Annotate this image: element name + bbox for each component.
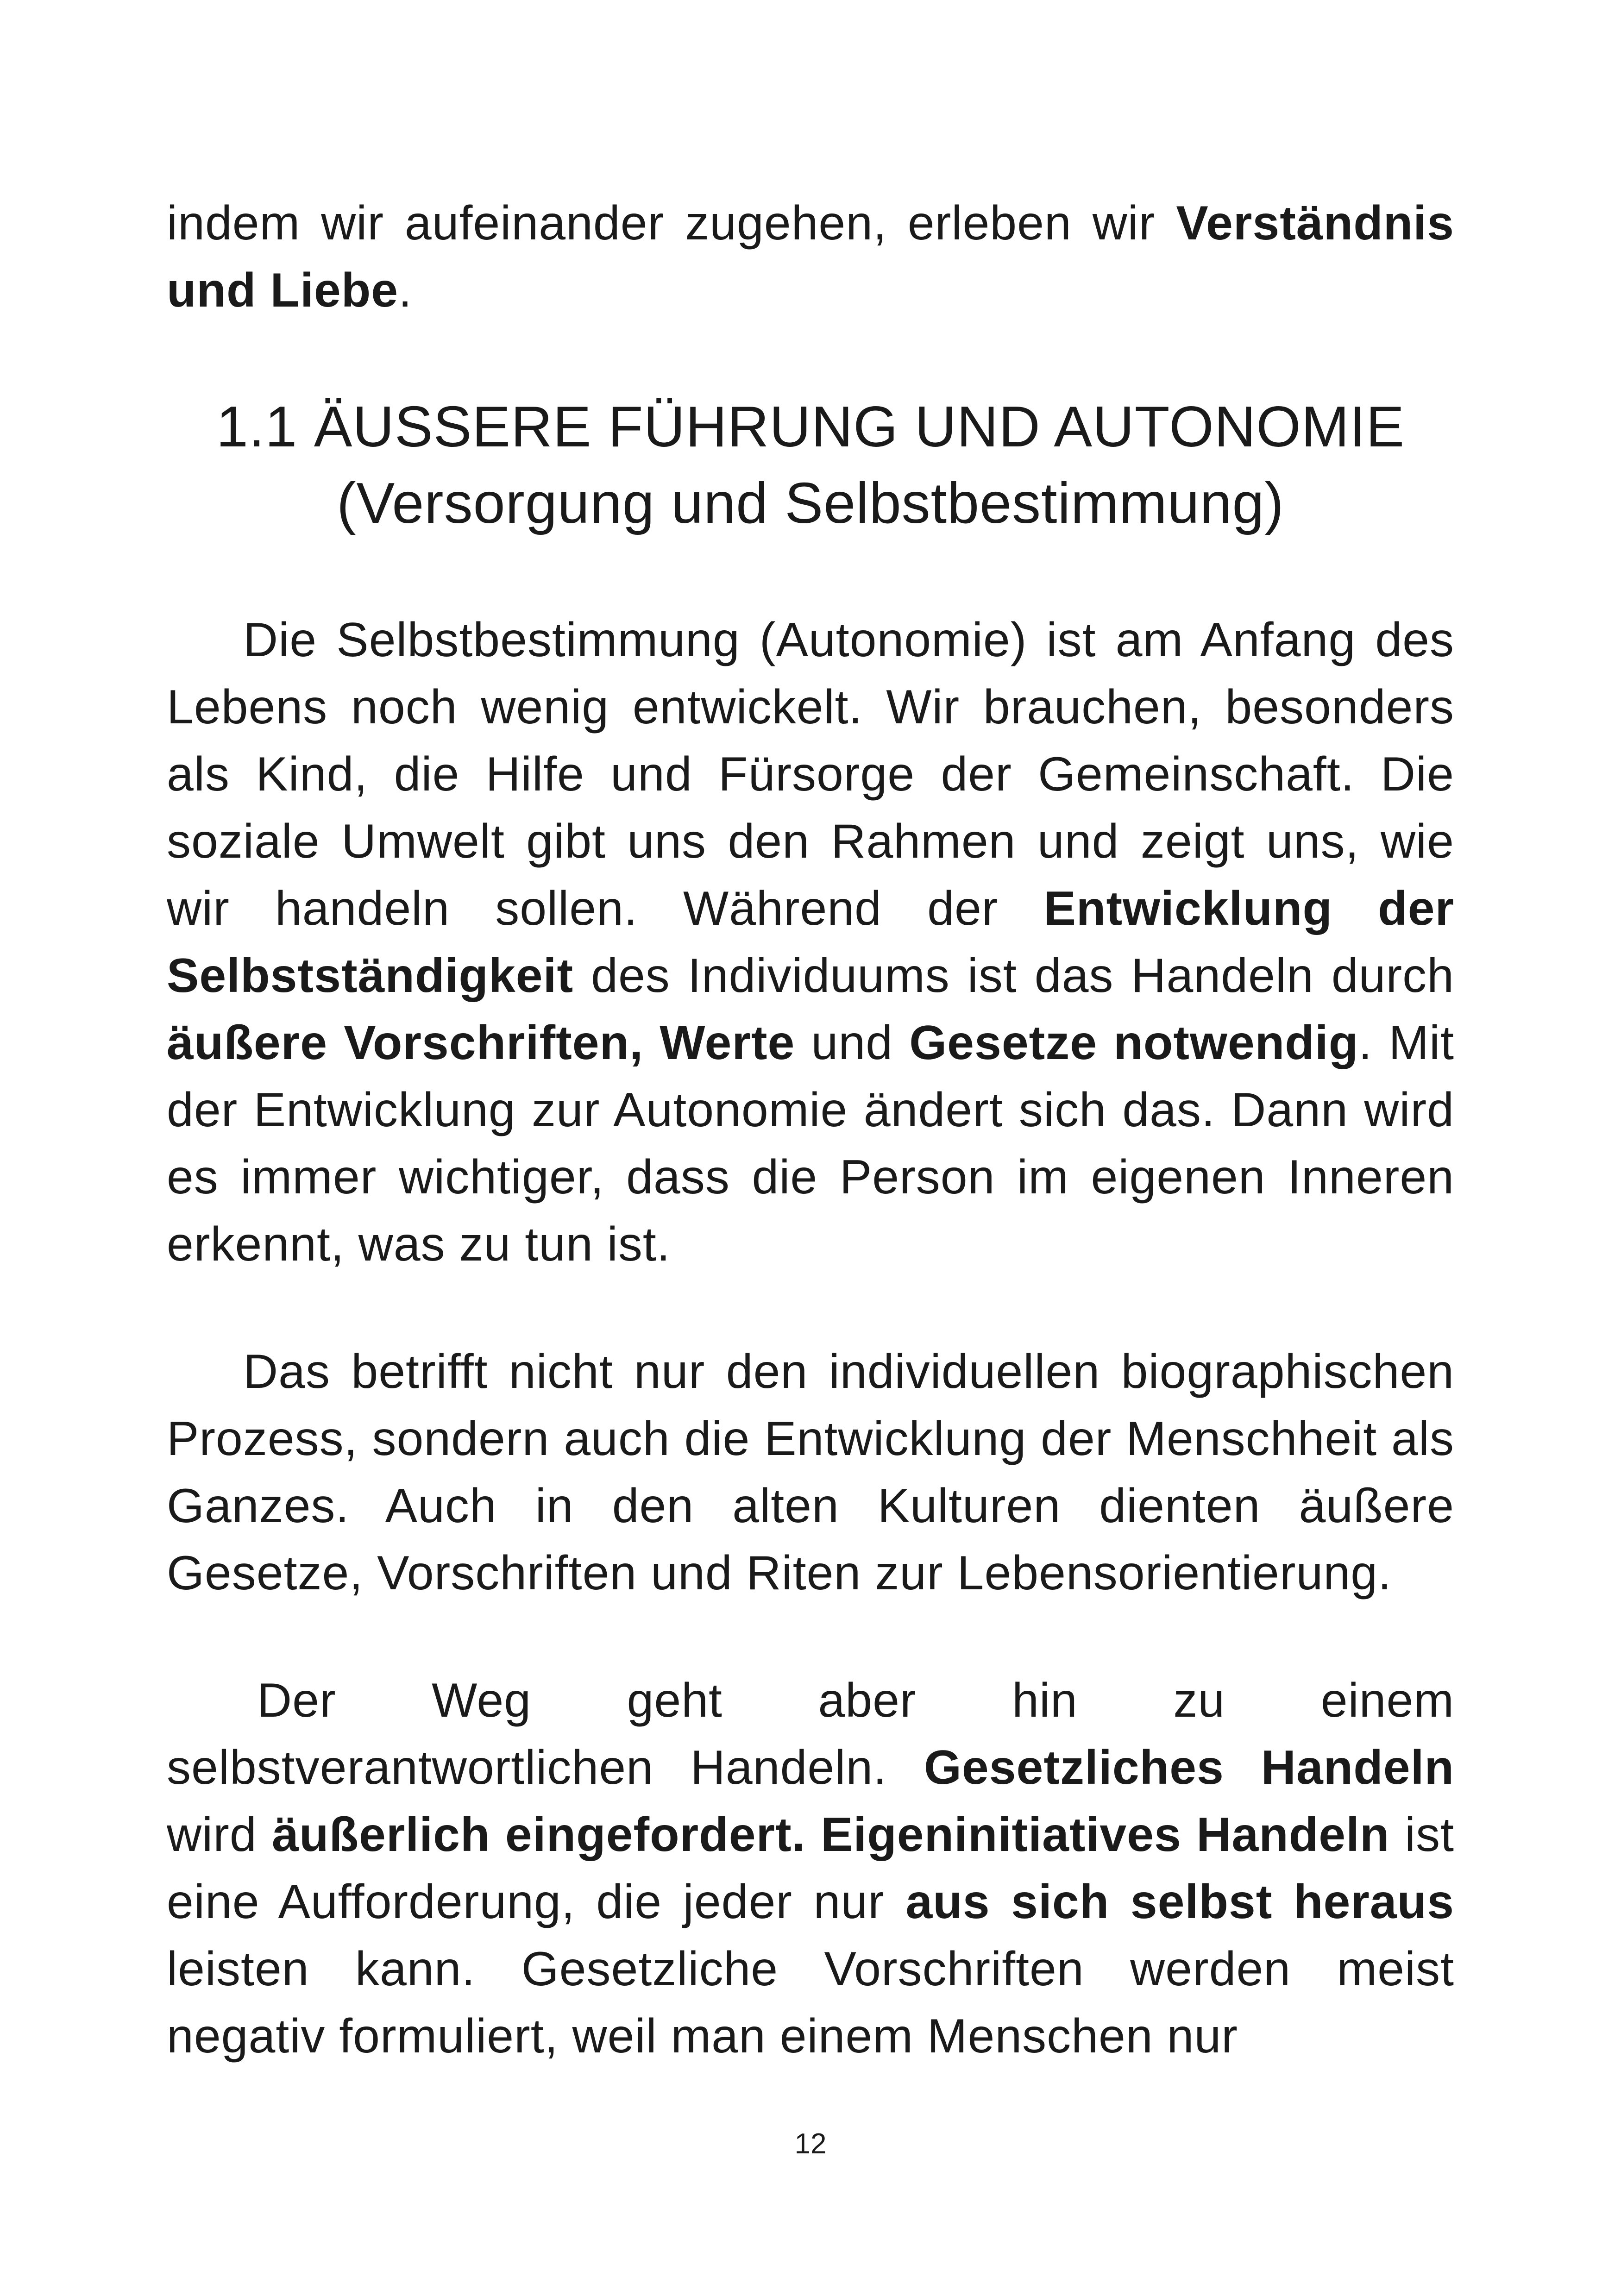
page-number: 12 xyxy=(794,2128,827,2160)
intro-text-2: . xyxy=(398,263,413,317)
intro-text-1: indem wir aufeinander zugehen, erleben wir xyxy=(167,196,1176,250)
section-heading xyxy=(167,389,1454,542)
paragraph-1-text-2: des Individuums ist das Handeln durch xyxy=(573,949,1454,1003)
paragraph-1-text-1: Die Selbstbestimmung (Autonomie) ist am Anfang des Lebens noch wenig entwickelt. Wir brauchen, besonders als Kind, die Hilfe und Fürsorge der Gemeinschaft. Die soziale Umwelt gibt uns den Rahmen und zeigt uns, wie wir handeln sollen. Während der xyxy=(167,613,1454,935)
paragraph-3-text-2: wird xyxy=(167,1808,272,1862)
paragraph-3-text-1: Der Weg geht aber hin zu einem selbstverantwortlichen Handeln. xyxy=(167,1674,1454,1794)
section-heading-line-2: (Versorgung und Selbstbestimmung) xyxy=(337,471,1284,535)
paragraph-humanity xyxy=(167,1338,1454,1607)
paragraph-3-bold-3: aus sich selbst heraus xyxy=(905,1875,1454,1929)
intro-bold-1: Verständnis und Liebe xyxy=(167,196,1454,317)
paragraph-3-text-4: leisten kann. Gesetzliche Vorschriften werden meist negativ formuliert, weil man einem Menschen nur xyxy=(167,1942,1454,2063)
book-page xyxy=(167,0,1454,2296)
paragraph-1-text-4: . Mit der Entwicklung zur Autonomie ändert sich das. Dann wird es immer wichtiger, dass die Person im eigenen Inneren erkennt, was zu tun ist. xyxy=(167,1016,1454,1271)
paragraph-3-bold-2: äußerlich eingefordert. Eigeninitiatives Handeln xyxy=(272,1808,1390,1862)
paragraph-3-text-3: ist eine Aufforderung, die jeder nur xyxy=(167,1808,1454,1929)
paragraph-autonomy xyxy=(167,607,1454,1278)
paragraph-responsibility xyxy=(167,1667,1454,2070)
paragraph-3-bold-1: Gesetzliches Handeln xyxy=(924,1741,1454,1794)
section-heading-line-1: 1.1 ÄUSSERE FÜHRUNG UND AUTONOMIE xyxy=(216,395,1405,459)
paragraph-1-text-3: und xyxy=(795,1016,910,1070)
paragraph-1-bold-2: äußere Vorschriften, Werte xyxy=(167,1016,795,1070)
paragraph-1-bold-3: Gesetze notwendig xyxy=(909,1016,1359,1070)
paragraph-2-text-1: Das betrifft nicht nur den individuellen biographischen Prozess, sondern auch die Entwicklung der Menschheit als Ganzes. Auch in den alten Kulturen dienten äußere Gesetze, Vorschriften und Riten zur Lebensorientierung. xyxy=(167,1345,1454,1600)
paragraph-1-bold-1: Entwicklung der Selbstständigkeit xyxy=(167,882,1455,1003)
intro-paragraph xyxy=(167,190,1454,324)
